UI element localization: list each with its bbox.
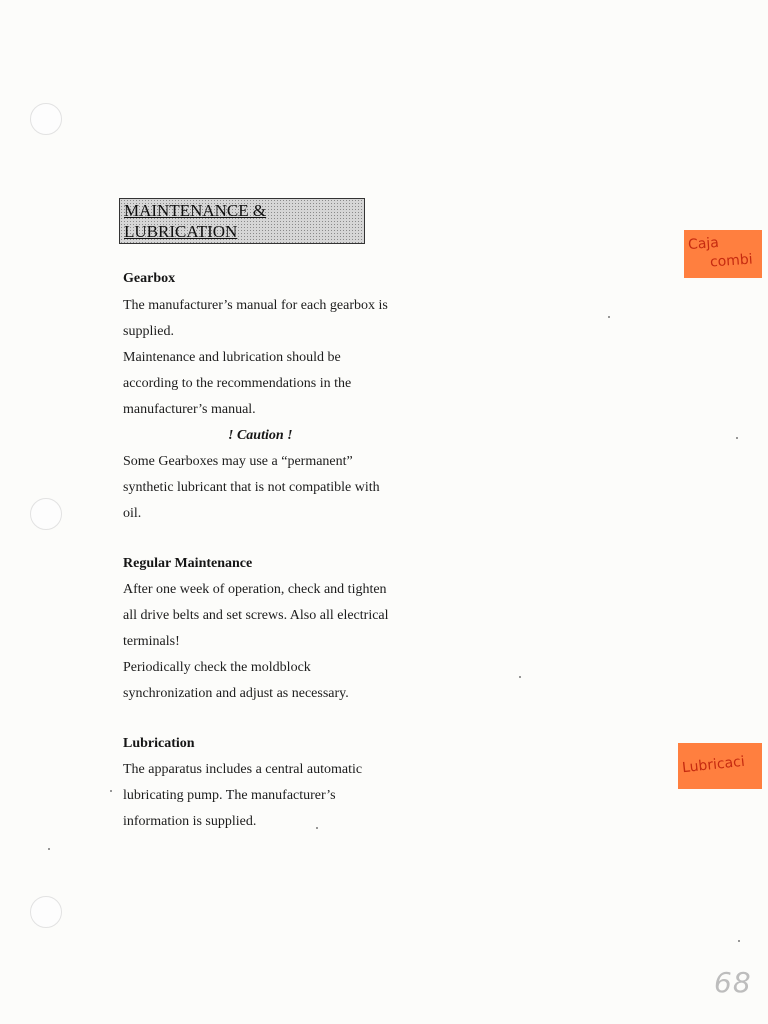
section-heading: [119, 198, 365, 244]
maintenance-line: all drive belts and set screws. Also all electrical: [123, 608, 389, 623]
regular-maintenance-title: Regular Maintenance: [123, 556, 253, 571]
maintenance-line: After one week of operation, check and tighten: [123, 582, 387, 597]
maintenance-line: synchronization and adjust as necessary.: [123, 686, 349, 701]
scan-speck: [608, 316, 610, 318]
maintenance-line: Periodically check the moldblock: [123, 660, 311, 675]
maintenance-line: terminals!: [123, 634, 180, 649]
sticky-note-text: Caja: [687, 234, 720, 254]
page-number: 68: [714, 966, 752, 999]
scan-speck: [519, 676, 521, 678]
scan-speck: [736, 437, 738, 439]
sticky-note-gearbox: [684, 230, 762, 278]
sticky-note-lubrication: [678, 743, 762, 789]
sticky-note-text: Lubricaci: [681, 753, 746, 777]
scan-speck: [110, 790, 112, 792]
lubrication-line: The apparatus includes a central automatic: [123, 762, 363, 777]
lubrication-line: lubricating pump. The manufacturer’s: [123, 788, 336, 803]
gearbox-title: Gearbox: [123, 271, 176, 286]
heading-line-1: MAINTENANCE &: [124, 201, 267, 220]
punch-hole: [30, 103, 62, 135]
scan-speck: [738, 940, 740, 942]
lubrication-title: Lubrication: [123, 736, 195, 751]
gearbox-line: supplied.: [123, 324, 174, 339]
gearbox-line: Maintenance and lubrication should be: [123, 350, 341, 365]
caution-label: ! Caution !: [228, 428, 293, 443]
gearbox-line: The manufacturer’s manual for each gearbox is: [123, 298, 388, 313]
caution-line: synthetic lubricant that is not compatible with: [123, 480, 380, 495]
scan-speck: [48, 848, 50, 850]
punch-hole: [30, 896, 62, 928]
lubrication-line: information is supplied.: [123, 814, 257, 829]
scan-speck: [316, 827, 318, 829]
punch-hole: [30, 498, 62, 530]
gearbox-line: manufacturer’s manual.: [123, 402, 256, 417]
caution-line: Some Gearboxes may use a “permanent”: [123, 454, 353, 469]
heading-line-2: LUBRICATION: [124, 222, 238, 241]
sticky-note-text: combi: [709, 251, 754, 271]
caution-line: oil.: [123, 506, 142, 521]
gearbox-line: according to the recommendations in the: [123, 376, 352, 391]
